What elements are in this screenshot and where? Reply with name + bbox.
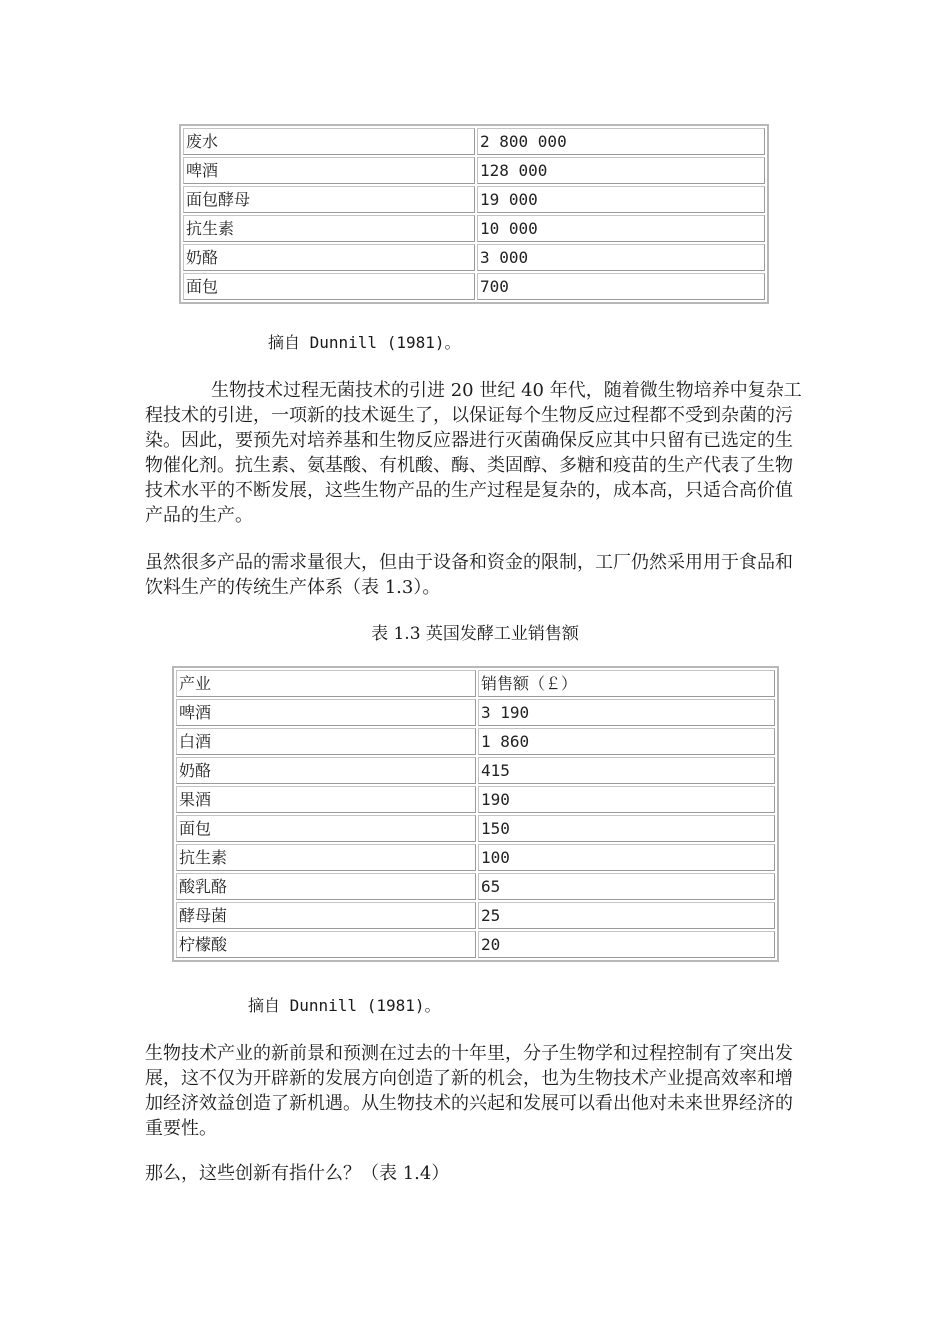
cell-product: 面包 [183, 273, 475, 300]
cell-product: 抗生素 [183, 215, 475, 242]
table-row [176, 786, 775, 813]
table-row [183, 186, 765, 213]
table-row [176, 699, 775, 726]
table-row [176, 931, 775, 958]
cell-product: 面包酵母 [183, 186, 475, 213]
table-row [183, 273, 765, 300]
cell-product: 啤酒 [176, 699, 476, 726]
cell-product: 抗生素 [176, 844, 476, 871]
cell-product: 白酒 [176, 728, 476, 755]
cell-value: 25 [478, 902, 775, 929]
cell-value: 1 860 [478, 728, 775, 755]
cell-product: 果酒 [176, 786, 476, 813]
cell-product: 酸乳酪 [176, 873, 476, 900]
cell-product: 面包 [176, 815, 476, 842]
header-industry: 产业 [176, 670, 476, 697]
table-row [176, 728, 775, 755]
cell-value: 2 800 000 [477, 128, 765, 155]
cell-product: 柠檬酸 [176, 931, 476, 958]
cell-value: 128 000 [477, 157, 765, 184]
cell-value: 20 [478, 931, 775, 958]
table-row [176, 902, 775, 929]
cell-value: 10 000 [477, 215, 765, 242]
table1-source-note: 摘自 Dunnill (1981)。 [268, 333, 461, 352]
cell-product: 奶酪 [183, 244, 475, 271]
cell-product: 奶酪 [176, 757, 476, 784]
table-row [183, 157, 765, 184]
table-row [183, 128, 765, 155]
uk-fermentation-sales-table [172, 666, 779, 962]
cell-product: 酵母菌 [176, 902, 476, 929]
production-table [179, 124, 769, 304]
table-row [176, 873, 775, 900]
table2-source-note: 摘自 Dunnill (1981)。 [248, 996, 441, 1015]
cell-value: 415 [478, 757, 775, 784]
cell-value: 150 [478, 815, 775, 842]
paragraph-traditional-systems: 虽然很多产品的需求量很大，但由于设备和资金的限制，工厂仍然采用用于食品和饮料生产的传统生产体系（表 1.3）。 [145, 552, 793, 598]
table-row [183, 244, 765, 271]
table2-caption: 表 1.3 英国发酵工业销售额 [371, 624, 579, 644]
table-header-row [176, 670, 775, 697]
header-sales: 销售额（￡） [478, 670, 775, 697]
table-row [176, 844, 775, 871]
paragraph-innovations-question: 那么，这些创新有指什么？（表 1.4） [145, 1163, 450, 1184]
table-row [176, 757, 775, 784]
table-row [176, 815, 775, 842]
cell-value: 3 190 [478, 699, 775, 726]
cell-product: 废水 [183, 128, 475, 155]
cell-value: 700 [477, 273, 765, 300]
cell-value: 190 [478, 786, 775, 813]
cell-value: 100 [478, 844, 775, 871]
cell-product: 啤酒 [183, 157, 475, 184]
paragraph-sterile-technology: 生物技术过程无菌技术的引进 20 世纪 40 年代，随着微生物培养中复杂工程技术的引进，一项新的技术诞生了，以保证每个生物反应过程都不受到杂菌的污染。因此，要预先对培养基和生物反应器进行灭菌确保反应其中只留有已选定的生物催化剂。抗生素、氨基酸、有机酸、酶、类固醇、多糖和疫苗的生产代表了生物技术水平的不断发展，这些生物产品的生产过程是复杂的，成本高，只适合高价值产品的生产。 [145, 380, 802, 526]
cell-value: 65 [478, 873, 775, 900]
paragraph-new-prospects: 生物技术产业的新前景和预测在过去的十年里，分子生物学和过程控制有了突出发展，这不仅为开辟新的发展方向创造了新的机会，也为生物技术产业提高效率和增加经济效益创造了新机遇。从生物技术的兴起和发展可以看出他对未来世界经济的重要性。 [145, 1043, 793, 1139]
cell-value: 19 000 [477, 186, 765, 213]
table-row [183, 215, 765, 242]
cell-value: 3 000 [477, 244, 765, 271]
